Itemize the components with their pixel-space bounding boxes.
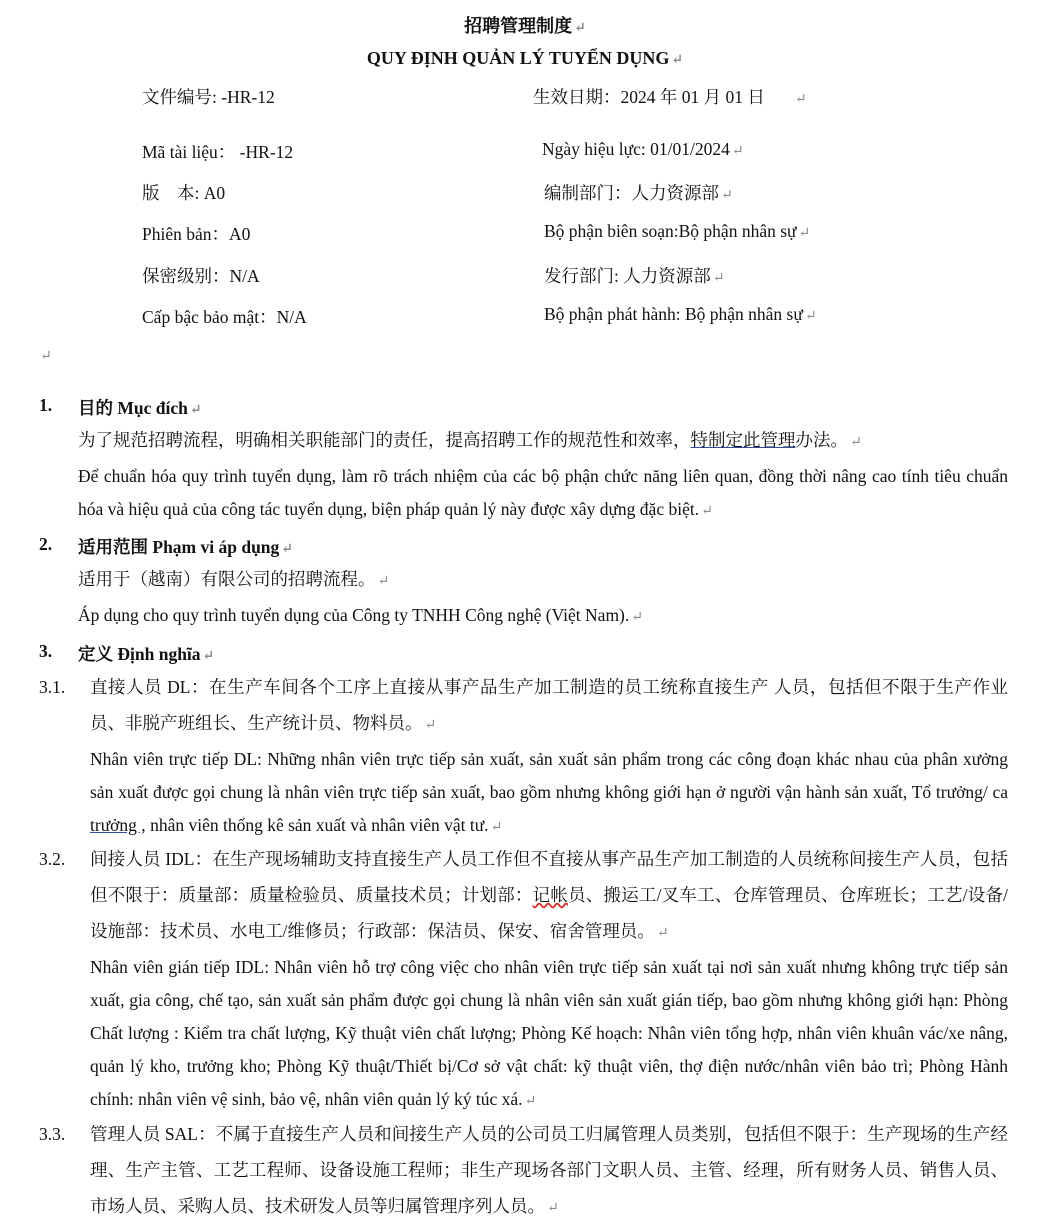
meta-confidentiality-vi: Cấp bậc bảo mật：N/A	[142, 307, 307, 327]
section-3-1-text-vi: Nhân viên trực tiếp DL: Những nhân viên trực tiếp sản xuất, sản xuất sản phẩm trong các công đoạn khác nhau của phân xưởng sản xuất được gọi chung là nhân viên trực tiếp sản xuất, bao gồm nhưng không giới hạn ở người vận hành sản xuất, Tổ trưởng/ ca trưởng , nhân viên thống kê sản xuất và nhân viên vật tư. ↵	[90, 749, 1008, 835]
meta-prepared-by-vi: Bộ phận biên soạn:Bộ phận nhân sự ↵	[544, 221, 811, 241]
meta-version-cn: 版 本: A0	[142, 183, 226, 203]
meta-confidentiality-cn: 保密级别：N/A	[142, 266, 260, 286]
section-1-text-cn: 为了规范招聘流程，明确相关职能部门的责任，提高招聘工作的规范性和效率，特制定此管理办法。 ↵	[78, 430, 862, 450]
section-3-1-number: 3.1.	[39, 677, 66, 697]
section-3-2-number: 3.2.	[39, 849, 66, 869]
document-title-cn: 招聘管理制度 ↵	[464, 16, 586, 36]
section-1-text-vi: Để chuẩn hóa quy trình tuyển dụng, làm rõ trách nhiệm của các bộ phận chức năng liên quan, đồng thời nâng cao tính tiêu chuẩn hóa và hiệu quả của công tác tuyển dụng, biện pháp quản lý này được xây dựng đặc biệt. ↵	[78, 466, 1008, 519]
section-2-number: 2.	[39, 534, 53, 554]
section-1-number: 1.	[39, 395, 53, 415]
section-3-2-text-cn: 间接人员 IDL：在生产现场辅助支持直接生产人员工作但不直接从事产品生产加工制造的人员统称间接生产人员，包括但不限于：质量部：质量检验员、质量技术员；计划部：记帐员、搬运工/叉车工、仓库管理员、仓库班长；工艺/设备/设施部：技术员、水电工/维修员；行政部：保洁员、保安、宿舍管理员。 ↵	[90, 849, 1009, 941]
meta-prepared-by-cn: 编制部门：人力资源部 ↵	[544, 183, 733, 203]
section-3-3-text-cn: 管理人员 SAL：不属于直接生产人员和间接生产人员的公司员工归属管理人员类别，包括但不限于：生产现场的生产经理、生产主管、工艺工程师、设备设施工程师；非生产现场各部门文职人员、主管、经理，所有财务人员、销售人员、市场人员、采购人员、技术研发人员等归属管理序列人员。 ↵	[90, 1124, 1008, 1216]
section-2-text-cn: 适用于（越南）有限公司的招聘流程。 ↵	[78, 569, 390, 589]
meta-effective-date-vi: Ngày hiệu lực: 01/01/2024 ↵	[542, 139, 744, 159]
meta-effective-date-cn: 生效日期：2024 年 01 月 01 日 ↵	[533, 87, 807, 107]
section-2-text-vi: Áp dụng cho quy trình tuyển dụng của Công ty TNHH Công nghệ (Việt Nam). ↵	[78, 605, 643, 625]
section-3-2-text-vi: Nhân viên gián tiếp IDL: Nhân viên hỗ trợ công việc cho nhân viên trực tiếp sản xuất tại nơi sản xuất nhưng không trực tiếp sản xuất, gia công, chế tạo, sản xuất sản phẩm được gọi chung là nhân viên sản xuất gián tiếp, bao gồm nhưng không giới hạn: Phòng Chất lượng : Kiểm tra chất lượng, Kỹ thuật viên chất lượng; Phòng Kế hoạch: Nhân viên tổng hợp, nhân viên khuân vác/xe nâng, quản lý kho, trưởng kho; Phòng Kỹ thuật/Thiết bị/Cơ sở vật chất: kỹ thuật viên, thợ điện nước/nhân viên bảo trì; Phòng Hành chính: nhân viên vệ sinh, bảo vệ, nhân viên quản lý ký túc xá. ↵	[90, 957, 1008, 1109]
meta-doc-number-cn: 文件编号: -HR-12	[142, 87, 275, 107]
document-title-vi: QUY ĐỊNH QUẢN LÝ TUYỂN DỤNG ↵	[366, 48, 684, 68]
section-1-heading: 目的 Mục đích ↵	[78, 398, 202, 418]
section-2-heading: 适用范围 Phạm vi áp dụng ↵	[78, 537, 294, 557]
section-3-number: 3.	[39, 641, 53, 661]
empty-paragraph-mark: ↵	[40, 349, 52, 364]
section-3-heading: 定义 Định nghĩa ↵	[78, 644, 215, 664]
meta-version-vi: Phiên bản：A0	[142, 224, 251, 244]
section-3-3-number: 3.3.	[39, 1124, 66, 1144]
meta-issued-by-cn: 发行部门: 人力资源部 ↵	[544, 266, 725, 286]
section-3-1-text-cn: 直接人员 DL：在生产车间各个工序上直接从事产品生产加工制造的员工统称直接生产 人员，包括但不限于生产作业员、非脱产班组长、生产统计员、物料员。 ↵	[90, 677, 1008, 733]
meta-issued-by-vi: Bộ phận phát hành: Bộ phận nhân sự ↵	[544, 304, 817, 324]
meta-doc-number-vi: Mã tài liệu： -HR-12	[142, 142, 294, 162]
